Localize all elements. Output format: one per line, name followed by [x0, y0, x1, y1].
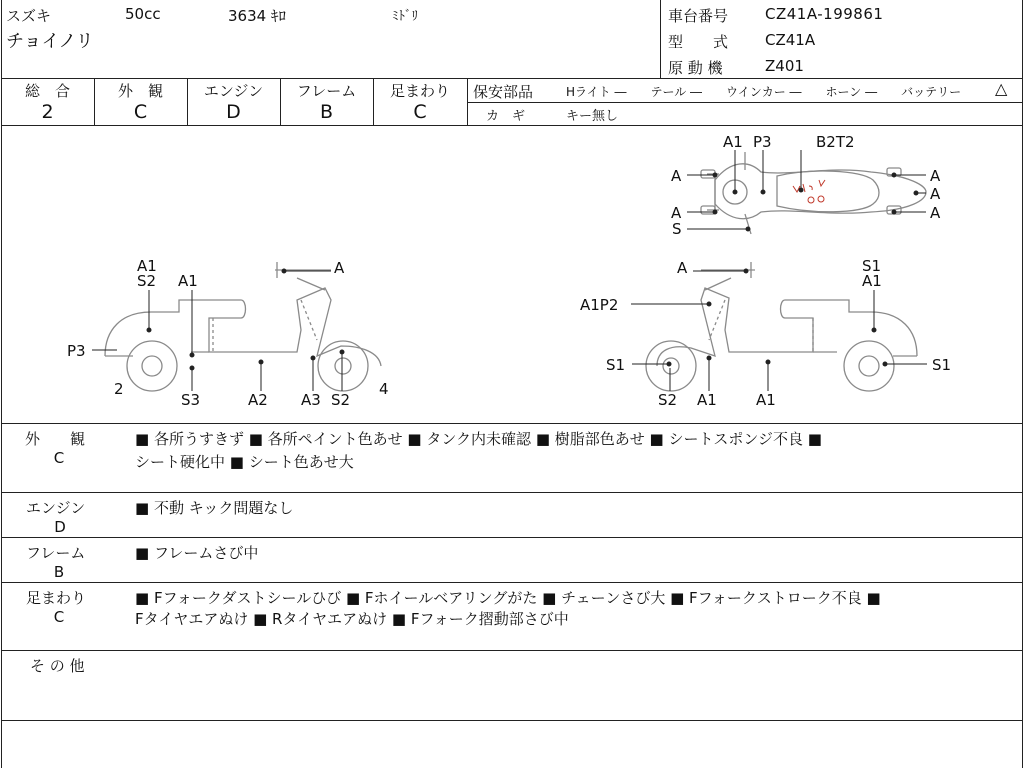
battery-mark: △: [995, 79, 1008, 98]
remark-sep: [1, 582, 1023, 583]
engine-value: Z401: [765, 57, 804, 75]
header-bottom-line: [1, 78, 1023, 79]
top-a-left-1: A: [671, 167, 682, 185]
exterior-grade: C: [133, 101, 148, 123]
remark-exterior-line2: シート硬化中 ■ シート色あせ大: [135, 453, 354, 471]
remark-exterior-label: 外 観: [25, 430, 86, 448]
safety-items: Hライト ― テール ― ウインカー ― ホーン ― バッテリー: [566, 85, 962, 99]
overall-grade: 2: [41, 101, 54, 123]
key-value: キー無し: [566, 109, 619, 124]
top-a1: A1: [723, 133, 743, 151]
grade-sep: [467, 78, 468, 125]
damage-diagram: [1, 126, 1023, 423]
remark-sep: [1, 720, 1023, 721]
overall-label: 総 合: [24, 82, 70, 100]
top-p3: P3: [753, 133, 772, 151]
right-a1p2: A1P2: [580, 296, 619, 314]
displacement: 50cc: [125, 5, 161, 23]
frame-no-label: 車台番号: [668, 7, 729, 25]
right-s1-top: S1: [862, 257, 882, 275]
frame-grade: B: [319, 101, 334, 123]
key-label: カ ギ: [486, 109, 526, 124]
top-s-left: S: [672, 220, 682, 238]
top-a-right-1: A: [930, 167, 941, 185]
left-s2-top: S2: [137, 272, 157, 290]
remark-sep: [1, 492, 1023, 493]
top-a-right-2: A: [930, 185, 941, 203]
remark-sep: [1, 650, 1023, 651]
remark-sep: [1, 537, 1023, 538]
left-a2: A2: [248, 391, 268, 409]
left-num4: 4: [379, 380, 389, 398]
remark-suspension-grade: C: [53, 608, 65, 626]
remark-frame-label: フレーム: [26, 544, 86, 562]
remark-exterior-grade: C: [53, 449, 65, 467]
left-num2: 2: [114, 380, 124, 398]
top-a-left-2: A: [671, 204, 682, 222]
body-color: ﾐﾄﾞﾘ: [392, 9, 418, 24]
left-s3: S3: [181, 391, 201, 409]
left-a1-top: A1: [137, 257, 157, 275]
safety-label: 保安部品: [473, 83, 534, 101]
remark-engine-line1: ■ 不動 キック問題なし: [135, 499, 294, 517]
top-view-scribble: [793, 180, 825, 203]
right-a-handle: A: [677, 259, 688, 277]
right-s1-left: S1: [606, 356, 626, 374]
right-s2: S2: [658, 391, 678, 409]
engine-label: 原 動 機: [668, 59, 723, 77]
left-a-handle: A: [334, 259, 345, 277]
engine-grade-label: エンジン: [203, 82, 264, 100]
suspension-grade-label: 足まわり: [389, 82, 450, 100]
left-p3: P3: [67, 342, 86, 360]
left-a3: A3: [301, 391, 321, 409]
mileage: 3634 ｷﾛ: [228, 7, 286, 25]
exterior-label: 外 観: [117, 82, 163, 100]
frame-grade-label: フレーム: [296, 82, 357, 100]
right-a1-bottom-1: A1: [697, 391, 717, 409]
header-divider: [660, 0, 661, 78]
right-a1-top: A1: [862, 272, 882, 290]
type-value: CZ41A: [765, 31, 816, 49]
engine-grade: D: [226, 101, 241, 123]
remark-frame-grade: B: [53, 563, 65, 581]
diagram-bottom-line: [1, 423, 1023, 424]
right-a1-bottom-2: A1: [756, 391, 776, 409]
left-s2-bottom: S2: [331, 391, 351, 409]
right-s1-right: S1: [932, 356, 952, 374]
remark-other-label: そ の 他: [30, 657, 85, 675]
type-label: 型 式: [668, 33, 729, 51]
remark-engine-label: エンジン: [26, 499, 86, 517]
remark-engine-grade: D: [54, 518, 66, 536]
top-b2t2: B2T2: [816, 133, 855, 151]
model-name: チョイノリ: [6, 31, 94, 52]
left-view-leaders: [92, 269, 344, 391]
left-a1-mid: A1: [178, 272, 198, 290]
remark-suspension-line2: Fタイヤエアぬけ ■ Rタイヤエアぬけ ■ Fフォーク摺動部さび中: [135, 610, 569, 628]
grade-mid-line: [467, 102, 1023, 103]
remark-frame-line1: ■ フレームさび中: [135, 544, 259, 562]
maker: スズキ: [6, 7, 52, 25]
suspension-grade: C: [413, 101, 427, 123]
frame-no: CZ41A-199861: [765, 5, 884, 23]
remark-suspension-label: 足まわり: [26, 589, 87, 607]
top-a-right-3: A: [930, 204, 941, 222]
remark-exterior-line1: ■ 各所うすきず ■ 各所ペイント色あせ ■ タンク内未確認 ■ 樹脂部色あせ ■ シートスポンジ不良 ■: [135, 430, 822, 448]
remark-suspension-line1: ■ Fフォークダストシールひび ■ Fホイールベアリングがた ■ チェーンさび大 ■ Fフォークストローク不良 ■: [135, 589, 881, 607]
